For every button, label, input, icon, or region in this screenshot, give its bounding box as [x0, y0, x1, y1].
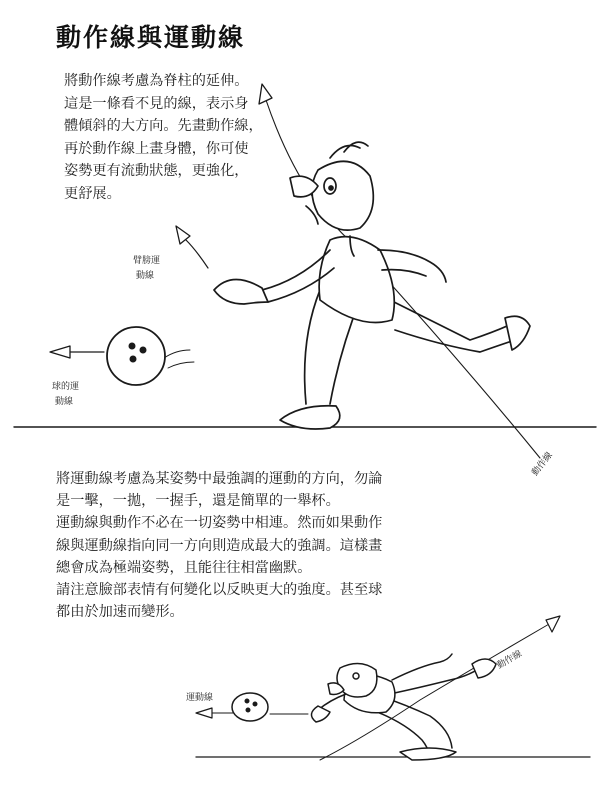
paragraph-line: 是一擊，一拋，一握手，還是簡單的一舉杯。 [56, 493, 340, 510]
action-line-label: 動作線 [495, 649, 524, 672]
speed-line [168, 362, 194, 368]
paragraph-line: 再於動作線上畫身體，你可使 [64, 140, 249, 157]
ball-motion-label [52, 380, 79, 410]
paragraph-line: 請注意臉部表情有何變化以反映更大的強度。甚至球 [56, 582, 383, 599]
bowler-figure [311, 654, 496, 760]
paragraph-line: 這是一條看不見的線，表示身 [64, 95, 249, 112]
action-line-arrowhead [259, 84, 272, 104]
paragraph-line: 總會成為極端姿勢，且能往往相當幽默。 [56, 559, 312, 576]
paragraph-line: 將動作線考慮為脊柱的延伸。 [64, 73, 249, 89]
paragraph-line: 更舒展。 [64, 185, 121, 202]
paragraph-line: 線與運動線指向同一方向則造成最大的強調。這樣畫 [56, 537, 383, 554]
arm-motion-label [133, 254, 160, 284]
label-line: 臂膀運 [133, 256, 161, 266]
arm-motion-line [186, 240, 208, 268]
bowling-ball [107, 327, 165, 385]
page-title: 動作線與運動線 [56, 23, 246, 52]
paragraph-line: 運動線與動作不必在一切姿勢中相連。然而如果動作 [56, 515, 383, 532]
label-line: 球的運 [52, 382, 80, 392]
action-line [266, 100, 540, 458]
action-line-label: 動作線 [530, 450, 555, 479]
paragraph-line: 體傾斜的大方向。先畫動作線， [64, 118, 263, 135]
ball-motion-arrowhead [50, 346, 70, 358]
action-line-arrowhead [546, 616, 560, 632]
motion-line-label: 運動線 [186, 693, 214, 703]
label-line: 動線 [55, 397, 74, 407]
bowler-figure [214, 142, 530, 429]
paragraph-line: 將運動線考慮為某姿勢中最強調的運動的方向，勿論 [56, 471, 383, 487]
ball-motion-arrowhead [196, 708, 212, 718]
bowling-ball [232, 693, 268, 721]
label-line: 動線 [136, 271, 155, 281]
speed-line [164, 350, 190, 358]
paragraph-line: 都由於加速而變形。 [56, 604, 184, 621]
paragraph-line: 姿勢更有流動狀態，更強化， [64, 163, 249, 180]
